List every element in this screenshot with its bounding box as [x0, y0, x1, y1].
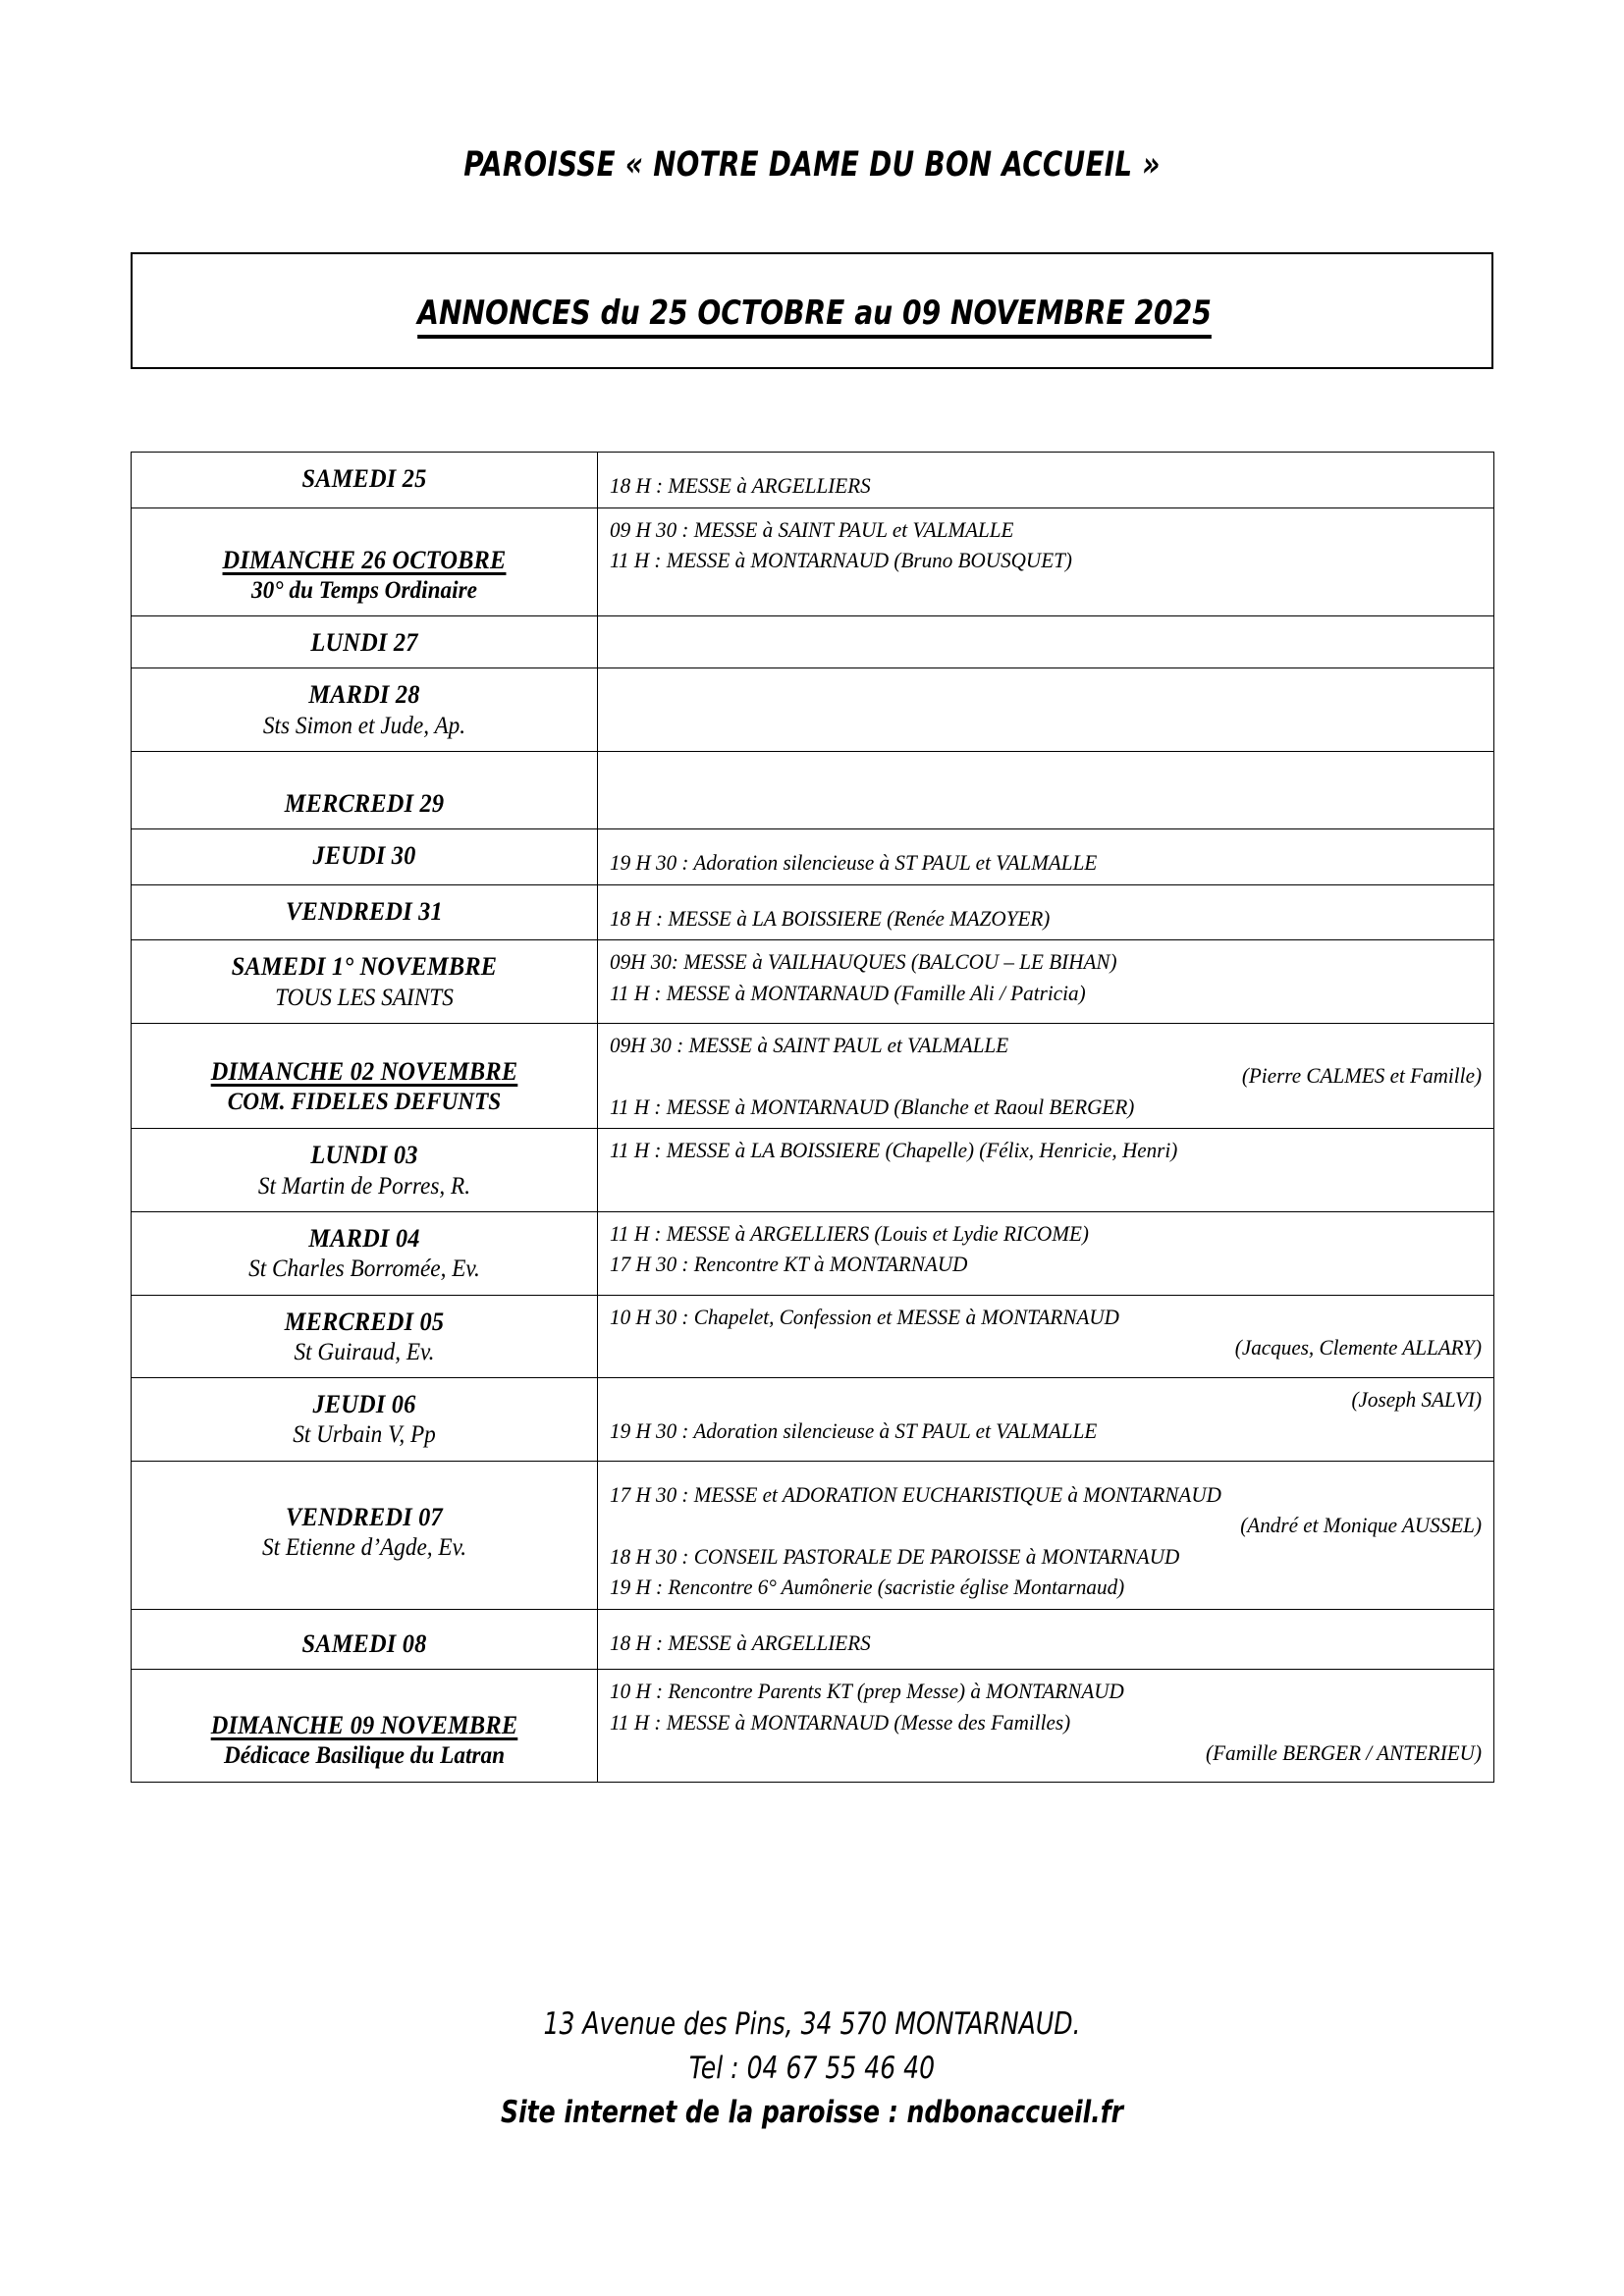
footer: [0, 2002, 1624, 2135]
day-cell: [132, 507, 598, 616]
event-line: 18 H : MESSE à ARGELLIERS: [610, 1629, 871, 1655]
day-cell-content: [132, 1670, 597, 1782]
table-row: [132, 1378, 1494, 1462]
day-cell: [132, 1129, 598, 1212]
event-line: 11 H : MESSE à ARGELLIERS (Louis et Lydie RICOME): [610, 1220, 1089, 1246]
day-cell: [132, 751, 598, 828]
events-cell: [598, 940, 1494, 1024]
schedule-table: [131, 452, 1494, 1783]
day-cell-content: [132, 1129, 597, 1211]
events-cell: [598, 829, 1494, 885]
day-label: DIMANCHE 09 NOVEMBRE: [210, 1710, 518, 1740]
events-cell-content: [598, 940, 1493, 1014]
day-cell-content: [132, 829, 597, 881]
day-cell: [132, 1295, 598, 1378]
table-row: [132, 1129, 1494, 1212]
day-sublabel: St Guiraud, Ev.: [294, 1338, 435, 1365]
day-cell: [132, 884, 598, 940]
event-line: (Jacques, Clemente ALLARY): [1234, 1335, 1482, 1361]
event-line: 17 H 30 : MESSE et ADORATION EUCHARISTIQUE à MONTARNAUD: [610, 1481, 1221, 1507]
event-line: 18 H : MESSE à ARGELLIERS: [610, 473, 871, 498]
day-cell-content: [132, 752, 597, 828]
table-row: [132, 453, 1494, 508]
announcement-box: [131, 252, 1493, 369]
events-cell: [598, 1461, 1494, 1609]
event-line: 10 H : Rencontre Parents KT (prep Messe) à MONTARNAUD: [610, 1679, 1124, 1704]
event-spacer: [610, 1468, 1482, 1479]
events-cell-content: [598, 616, 1493, 628]
day-label: DIMANCHE 26 OCTOBRE: [222, 544, 507, 574]
day-label: JEUDI 06: [312, 1389, 416, 1419]
day-label: LUNDI 27: [310, 627, 418, 658]
day-cell: [132, 940, 598, 1024]
event-line: 19 H 30 : Adoration silencieuse à ST PAUL et VALMALLE: [610, 850, 1098, 876]
day-cell: [132, 1211, 598, 1295]
table-row: [132, 1023, 1494, 1129]
day-sublabel: St Urbain V, Pp: [293, 1421, 436, 1449]
announcement-title-text: ANNONCES du 25 OCTOBRE au 09 NOVEMBRE 2025: [417, 294, 1212, 339]
event-line: 19 H : Rencontre 6° Aumônerie (sacristie église Montarnaud): [610, 1575, 1125, 1600]
day-cell: [132, 616, 598, 668]
day-cell: [132, 1609, 598, 1669]
day-cell-content: [132, 1296, 597, 1378]
day-cell-content: [132, 616, 597, 667]
event-line: 11 H : MESSE à LA BOISSIERE (Chapelle) (Félix, Henricie, Henri): [610, 1138, 1178, 1163]
events-cell: [598, 1670, 1494, 1783]
day-label: DIMANCHE 02 NOVEMBRE: [210, 1055, 518, 1086]
event-line: 11 H : MESSE à MONTARNAUD (Famille Ali / Patricia): [610, 980, 1086, 1005]
events-cell: [598, 751, 1494, 828]
events-cell: [598, 507, 1494, 616]
day-cell-content: [132, 508, 597, 616]
event-line: 11 H : MESSE à MONTARNAUD (Blanche et Raoul BERGER): [610, 1094, 1135, 1119]
event-spacer: [610, 458, 1482, 470]
table-row: [132, 751, 1494, 828]
event-line: 17 H 30 : Rencontre KT à MONTARNAUD: [610, 1252, 968, 1277]
events-cell: [598, 1023, 1494, 1129]
day-cell-content: [132, 1212, 597, 1295]
events-cell-content: [598, 1378, 1493, 1452]
day-cell: [132, 453, 598, 508]
day-cell-content: [132, 1378, 597, 1461]
events-cell: [598, 616, 1494, 668]
event-line: 10 H 30 : Chapelet, Confession et MESSE à MONTARNAUD: [610, 1304, 1119, 1329]
events-cell-content: [598, 508, 1493, 582]
day-cell: [132, 1023, 598, 1129]
day-label: MERCREDI 05: [284, 1306, 445, 1336]
announcement-title: [133, 294, 1495, 339]
day-cell: [132, 1461, 598, 1609]
event-spacer: [610, 891, 1482, 903]
day-cell: [132, 829, 598, 885]
day-cell: [132, 1670, 598, 1783]
event-spacer: [610, 1616, 1482, 1628]
day-cell: [132, 1378, 598, 1462]
event-line: 09 H 30 : MESSE à SAINT PAUL et VALMALLE: [610, 516, 1014, 542]
footer-address: 13 Avenue des Pins, 34 570 MONTARNAUD.: [543, 2006, 1081, 2042]
events-cell: [598, 1378, 1494, 1462]
events-cell-content: [598, 885, 1493, 940]
table-row: [132, 884, 1494, 940]
day-label: SAMEDI 1° NOVEMBRE: [231, 951, 498, 982]
table-row: [132, 1670, 1494, 1783]
day-label: SAMEDI 08: [301, 1628, 427, 1658]
event-line: (Pierre CALMES et Famille): [1241, 1063, 1482, 1089]
day-cell-content: [132, 453, 597, 504]
event-line: 18 H : MESSE à LA BOISSIERE (Renée MAZOYER): [610, 905, 1051, 931]
footer-phone: Tel : 04 67 55 46 40: [688, 2050, 936, 2086]
day-label: MARDI 28: [308, 679, 420, 710]
day-cell-content: [132, 1610, 597, 1669]
day-label: VENDREDI 31: [286, 895, 443, 926]
day-sublabel: St Martin de Porres, R.: [257, 1172, 471, 1200]
day-cell-content: [132, 1024, 597, 1128]
events-cell: [598, 884, 1494, 940]
event-line: (André et Monique AUSSEL): [1240, 1513, 1482, 1538]
table-row: [132, 1461, 1494, 1609]
table-row: [132, 616, 1494, 668]
events-cell-content: [598, 1024, 1493, 1129]
events-cell-content: [598, 1296, 1493, 1369]
events-cell: [598, 1211, 1494, 1295]
day-sublabel: St Charles Borromée, Ev.: [248, 1255, 480, 1283]
events-cell: [598, 1609, 1494, 1669]
table-row: [132, 507, 1494, 616]
events-cell: [598, 668, 1494, 752]
table-row: [132, 940, 1494, 1024]
day-sublabel: Sts Simon et Jude, Ap.: [262, 712, 466, 739]
day-sublabel: St Etienne d’Agde, Ev.: [261, 1534, 467, 1562]
events-cell-content: [598, 1610, 1493, 1665]
day-cell-content: [132, 885, 597, 936]
table-row: [132, 1295, 1494, 1378]
events-cell-content: [598, 829, 1493, 884]
event-line: 09H 30: MESSE à VAILHAUQUES (BALCOU – LE BIHAN): [610, 949, 1117, 975]
event-line: 11 H : MESSE à MONTARNAUD (Messe des Familles): [610, 1709, 1071, 1735]
event-line: (Famille BERGER / ANTERIEU): [1206, 1740, 1482, 1766]
table-row: [132, 829, 1494, 885]
events-cell-content: [598, 1670, 1493, 1775]
events-cell-content: [598, 1212, 1493, 1286]
event-line: (Joseph SALVI): [1351, 1387, 1482, 1413]
events-cell-content: [598, 453, 1493, 507]
day-sublabel: TOUS LES SAINTS: [275, 984, 454, 1011]
event-line: 18 H 30 : CONSEIL PASTORALE DE PAROISSE à MONTARNAUD: [610, 1543, 1180, 1569]
day-sublabel: Dédicace Basilique du Latran: [223, 1742, 506, 1770]
day-sublabel: 30° du Temps Ordinaire: [250, 576, 478, 604]
table-row: [132, 668, 1494, 752]
event-line: 09H 30 : MESSE à SAINT PAUL et VALMALLE: [610, 1032, 1009, 1057]
events-cell: [598, 453, 1494, 508]
event-line: 11 H : MESSE à MONTARNAUD (Bruno BOUSQUET): [610, 548, 1072, 572]
day-label: MARDI 04: [308, 1222, 420, 1253]
events-cell: [598, 1295, 1494, 1378]
events-cell-content: [598, 668, 1493, 680]
events-cell-content: [598, 1129, 1493, 1172]
footer-website: Site internet de la paroisse : ndbonaccueil.fr: [500, 2094, 1124, 2130]
event-line: 19 H 30 : Adoration silencieuse à ST PAUL et VALMALLE: [610, 1417, 1098, 1443]
table-row: [132, 1609, 1494, 1669]
day-label: VENDREDI 07: [286, 1501, 443, 1531]
day-cell-content: [132, 1462, 597, 1574]
events-cell-content: [598, 1462, 1493, 1609]
events-cell: [598, 1129, 1494, 1212]
day-label: MERCREDI 29: [284, 787, 445, 818]
day-label: JEUDI 30: [312, 840, 416, 871]
page-title: PAROISSE « NOTRE DAME DU BON ACCUEIL »: [463, 145, 1161, 185]
day-cell-content: [132, 668, 597, 751]
day-label: SAMEDI 25: [301, 463, 427, 493]
day-cell: [132, 668, 598, 752]
day-cell-content: [132, 940, 597, 1023]
day-label: LUNDI 03: [310, 1140, 418, 1170]
day-sublabel: COM. FIDELES DEFUNTS: [227, 1089, 502, 1116]
events-cell-content: [598, 752, 1493, 764]
table-row: [132, 1211, 1494, 1295]
event-spacer: [610, 835, 1482, 847]
